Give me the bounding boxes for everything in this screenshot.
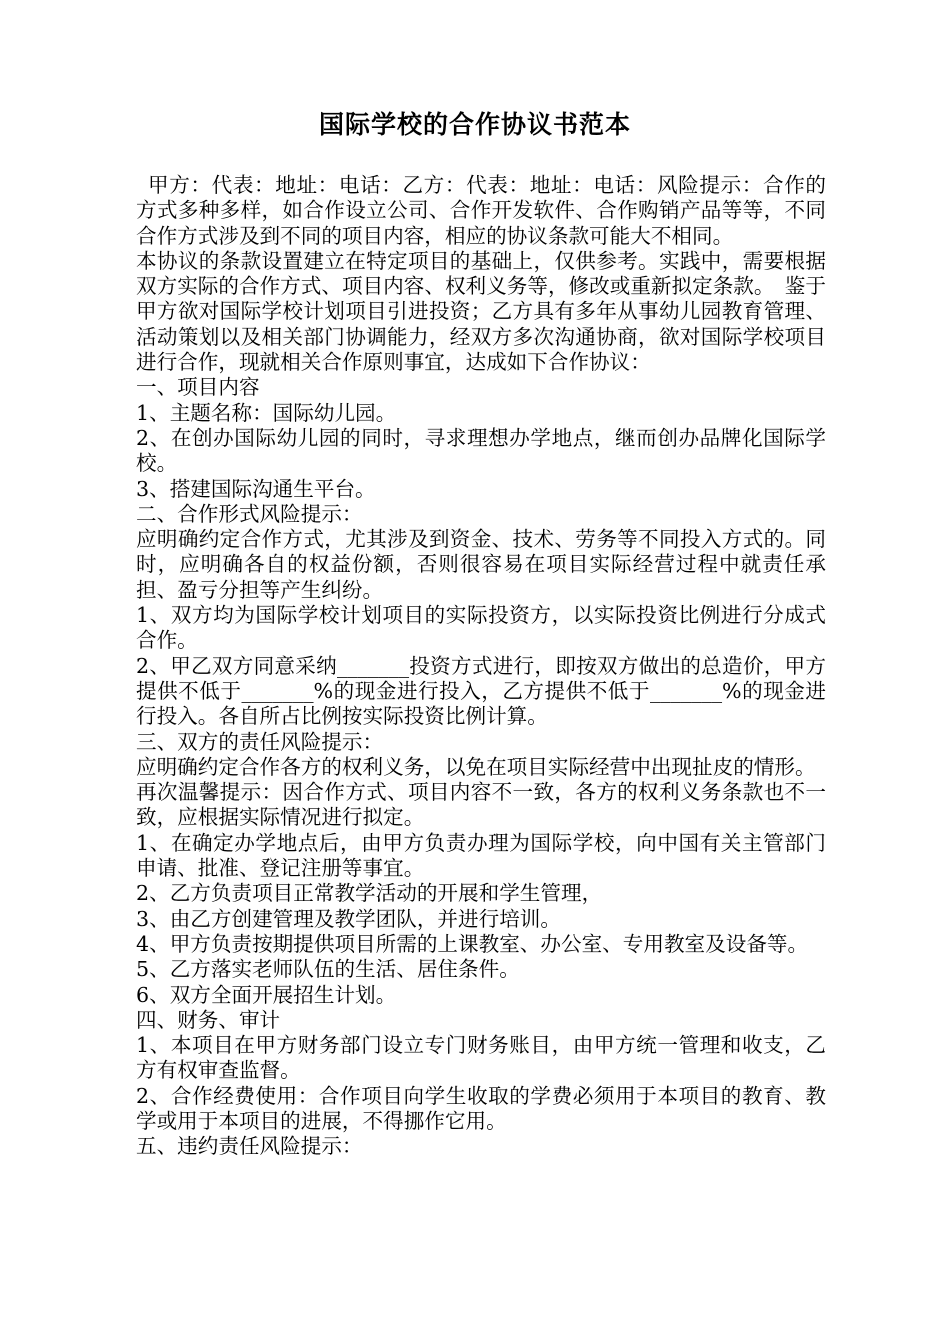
risk-note-paragraph: 应明确约定合作各方的权利义务，以免在项目实际经营中出现扯皮的情形。 [136, 754, 816, 779]
section-heading-project-content: 一、项目内容 [136, 375, 260, 400]
list-item: 1、在确定办学地点后，由甲方负责办理为国际学校，向中国有关主管部门申请、批准、登记注册等事宜。 [136, 830, 826, 881]
paragraph-parties-and-risk-note: 甲方：代表：地址：电话：乙方：代表：地址：电话：风险提示：合作的方式多种多样，如合作设立公司、合作开发软件、合作购销产品等等，不同合作方式涉及到不同的项目内容，相应的协议条款可能大不相同。 [136, 173, 826, 248]
list-item: 5、乙方落实老师队伍的生活、居住条件。 [136, 957, 520, 982]
list-item: 3、由乙方创建管理及教学团队，并进行培训。 [136, 906, 561, 931]
paragraph-preamble: 本协议的条款设置建立在特定项目的基础上，仅供参考。实践中，需要根据双方实际的合作方式、项目内容、权利义务等，修改或重新拟定条款。 鉴于甲方欲对国际学校计划项目引进投资；乙方具有多年从事幼儿园教育管理、活动策划以及相关部门协调能力，经双方多次沟通协商，欲对国际学校项目进行合作，现就相关合作原则事宜，达成如下合作协议： [136, 248, 826, 375]
list-item: 4、甲方负责按期提供项目所需的上课教室、办公室、专用教室及设备等。 [136, 931, 809, 956]
document-title: 国际学校的合作协议书范本 [318, 110, 631, 139]
list-item: 2、合作经费使用：合作项目向学生收取的学费必须用于本项目的教育、教学或用于本项目的进展，不得挪作它用。 [136, 1083, 826, 1133]
section-heading-finance-audit: 四、财务、审计 [136, 1007, 281, 1032]
risk-note-paragraph: 应明确约定合作方式，尤其涉及到资金、技术、劳务等不同投入方式的。同时，应明确各自的权益份额，否则很容易在项目实际经营过程中就责任承担、盈亏分担等产生纠纷。 [136, 527, 826, 602]
section-heading-breach-liability: 五、违约责任风险提示： [136, 1134, 363, 1159]
list-item: 2、甲乙双方同意采纳_______投资方式进行，即按双方做出的总造价，甲方提供不低于_______%的现金进行投入，乙方提供不低于_______%的现金进行投入。各自所占比例按实际投资比例计算。 [136, 653, 826, 729]
list-item: 1、主题名称：国际幼儿园。 [136, 400, 397, 425]
list-item: 2、在创办国际幼儿园的同时，寻求理想办学地点，继而创办品牌化国际学校。 [136, 425, 826, 476]
list-item: 6、双方全面开展招生计划。 [136, 982, 397, 1007]
list-item: 3、搭建国际沟通生平台。 [136, 476, 376, 501]
list-item: 1、本项目在甲方财务部门设立专门财务账目，由甲方统一管理和收支，乙方有权审查监督。 [136, 1033, 826, 1083]
section-heading-cooperation-form: 二、合作形式风险提示： [136, 501, 363, 526]
list-item: 1、双方均为国际学校计划项目的实际投资方，以实际投资比例进行分成式合作。 [136, 603, 826, 653]
document-body [136, 173, 826, 1160]
reminder-paragraph: 再次温馨提示：因合作方式、项目内容不一致，各方的权利义务条款也不一致，应根据实际情况进行拟定。 [136, 780, 826, 830]
section-heading-responsibilities: 三、双方的责任风险提示： [136, 729, 384, 754]
list-item: 2、乙方负责项目正常教学活动的开展和学生管理， [136, 881, 603, 906]
